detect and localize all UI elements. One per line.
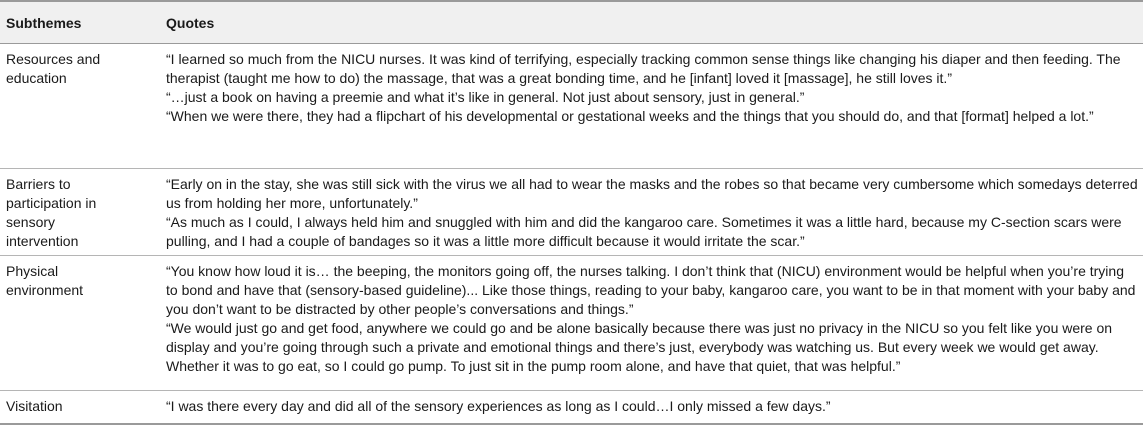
subtheme-cell: Barriers to participation in sensory intervention [6, 176, 97, 249]
table-row-physical [0, 256, 1143, 391]
header-subthemes: Subthemes [6, 15, 82, 31]
quote: “Early on in the stay, she was still sick with the virus we all had to wear the masks and the robes so that became very cumbersome which somedays deterred us from holding her more, unfortunately.” [166, 176, 1138, 211]
subtheme-cell: Visitation [6, 398, 63, 414]
quotes-cell [166, 262, 1138, 376]
quotes-cell [166, 175, 1138, 251]
header-quotes: Quotes [166, 15, 215, 31]
quote: “You know how loud it is… the beeping, the monitors going off, the nurses talking. I don’t think that (NICU) environment would be helpful when you’re trying to bond and have that (sensory-based guideline)... Like those things, reading to your baby, kangaroo care, you want to be in that moment with your baby and you don’t want to be distracted by other people’s conversations and things.” [166, 263, 1136, 317]
quote: “We would just go and get food, anywhere we could go and be alone basically because there was just no privacy in the NICU so you felt like you were on display and you’re going through such a private and emotional things and there’s just, everybody was watching us. But every week we would get away. Whether it was to go eat, so I could go pump. To just sit in the pump room alone, and have that quiet, that was helpful.” [166, 320, 1113, 374]
quote: “When we were there, they had a flipchart of his developmental or gestational weeks and the things that you should do, and that [format] helped a lot.” [166, 108, 1094, 124]
quote: “I was there every day and did all of the sensory experiences as long as I could…I only missed a few days.” [166, 398, 831, 414]
quote: “I learned so much from the NICU nurses. It was kind of terrifying, especially tracking common sense things like changing his diaper and then feeding. The therapist (taught me how to do) the massage, that was a great bonding time, and he [infant] loved it [massage], he still loves it.” [166, 51, 1121, 86]
quotes-cell [166, 50, 1138, 126]
subtheme-cell: Resources and education [6, 51, 101, 86]
table-header-row [0, 2, 1143, 44]
table-row-barriers [0, 169, 1143, 256]
table-row-visitation [0, 391, 1143, 423]
subtheme-cell: Physical environment [6, 263, 84, 298]
quote: “…just a book on having a preemie and what it’s like in general. Not just about sensory, just in general.” [166, 89, 805, 105]
quotes-cell [166, 397, 1138, 416]
table-row-resources [0, 44, 1143, 169]
quote: “As much as I could, I always held him and snuggled with him and did the kangaroo care. Sometimes it was a little hard, because my C-section scars were pulling, and I had a couple of bandages so it was a little more difficult because it would irritate the scar.” [166, 214, 1122, 249]
